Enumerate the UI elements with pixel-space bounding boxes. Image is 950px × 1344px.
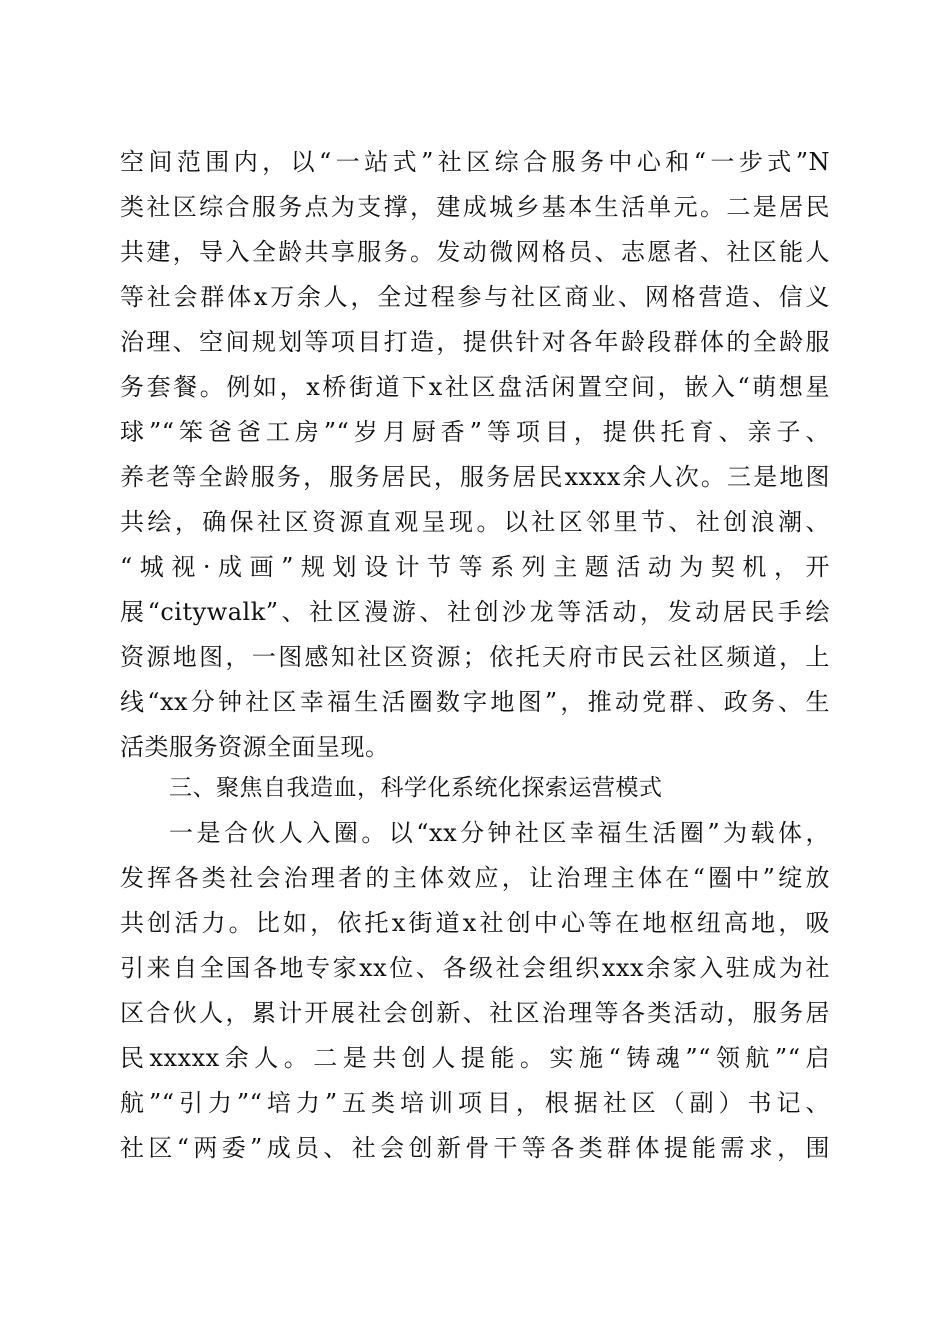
paragraph-line: 一是合伙人入圈。以“xx分钟社区幸福生活圈”为载体， (169, 819, 830, 847)
paragraph-line: 务套餐。例如，x桥街道下x社区盘活闲置空间，嵌入“萌想星 (120, 373, 830, 401)
paragraph-line: 等社会群体x万余人，全过程参与社区商业、网格营造、信义 (120, 283, 830, 311)
paragraph-line: 资源地图，一图感知社区资源；依托天府市民云社区频道，上 (120, 643, 830, 671)
section-heading: 三、聚焦自我造血，科学化系统化探索运营模式 (169, 775, 663, 801)
paragraph-line: 共绘，确保社区资源直观呈现。以社区邻里节、社创浪潮、 (120, 508, 830, 536)
paragraph-line: 类社区综合服务点为支撑，建成城乡基本生活单元。二是居民 (120, 193, 830, 221)
paragraph-line: 共创活力。比如，依托x街道x社创中心等在地枢纽高地，吸 (120, 909, 830, 937)
paragraph-line: “城视·成画”规划设计节等系列主题活动为契机，开 (120, 553, 830, 581)
paragraph-line: 区合伙人，累计开展社会创新、社区治理等各类活动，服务居 (120, 999, 830, 1027)
paragraph-line: 治理、空间规划等项目打造，提供针对各年龄段群体的全龄服 (120, 328, 830, 356)
paragraph-line: 引来自全国各地专家xx位、各级社会组织xxx余家入驻成为社 (120, 954, 830, 982)
paragraph-line: 养老等全龄服务，服务居民，服务居民xxxx余人次。三是地图 (120, 463, 830, 491)
paragraph-line: 社区“两委”成员、社会创新骨干等各类群体提能需求，围 (120, 1134, 830, 1162)
paragraph-line: 航”“引力”“培力”五类培训项目，根据社区（副）书记、 (120, 1089, 830, 1117)
paragraph-line: 活类服务资源全面呈现。 (120, 733, 390, 761)
paragraph-line: 空间范围内，以“一站式”社区综合服务中心和“一步式”N (120, 148, 830, 176)
paragraph-line: 共建，导入全龄共享服务。发动微网格员、志愿者、社区能人 (120, 238, 830, 266)
paragraph-line: 球”“笨爸爸工房”“岁月厨香”等项目，提供托育、亲子、 (120, 418, 830, 446)
paragraph-line: 线“xx分钟社区幸福生活圈数字地图”，推动党群、政务、生 (120, 688, 830, 716)
paragraph-line: 发挥各类社会治理者的主体效应，让治理主体在“圈中”绽放 (120, 864, 830, 892)
paragraph-line: 民xxxxx余人。二是共创人提能。实施“铸魂”“领航”“启 (120, 1044, 830, 1072)
paragraph-line: 展“citywalk”、社区漫游、社创沙龙等活动，发动居民手绘 (120, 598, 830, 626)
